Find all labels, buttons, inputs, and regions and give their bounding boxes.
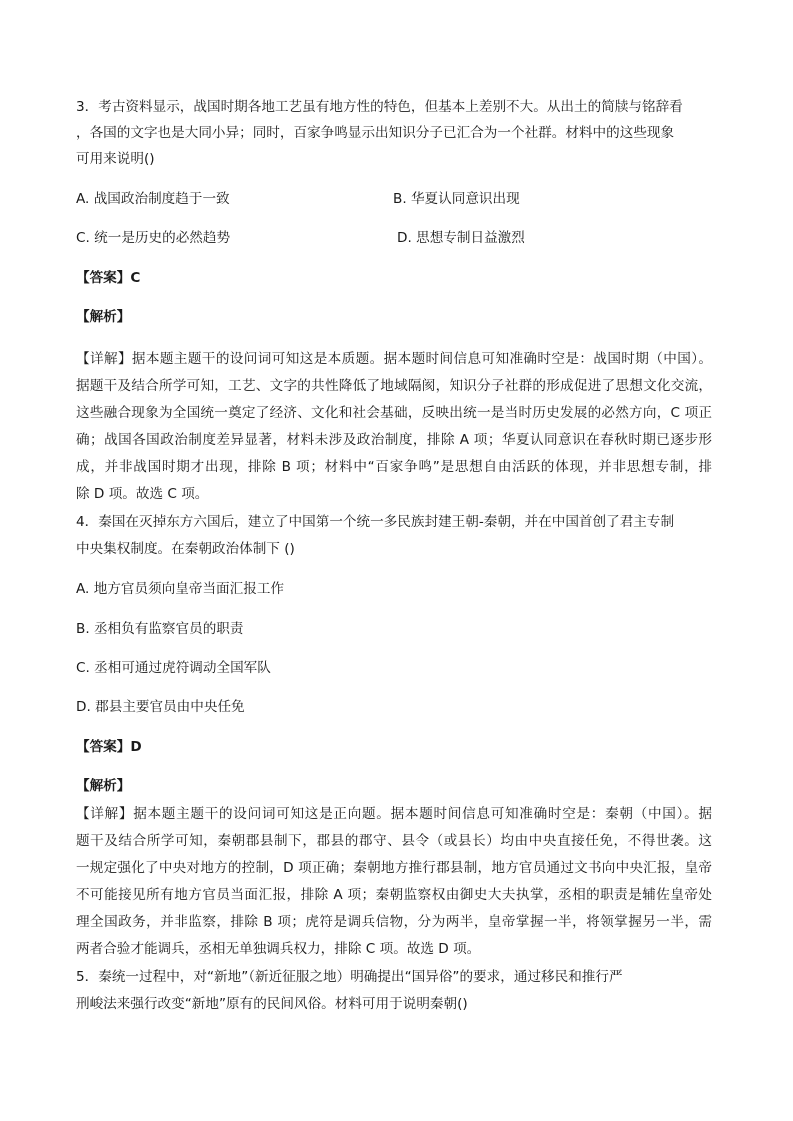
- q4-detail-line-4: 不可能接见所有地方官员当面汇报，排除 A 项；秦朝监察权由御史大夫执掌，丞相的职责是辅佐皇帝处: [76, 887, 712, 903]
- q4-detail-line-6: 两者合验才能调兵，丞相无单独调兵权力，排除 C 项。故选 D 项。: [76, 941, 481, 957]
- q5-stem-line-2: 刑峻法来强行改变“新地”原有的民间风俗。材料可用于说明秦朝(): [76, 996, 468, 1012]
- q3-stem-line-3: 可用来说明(): [76, 151, 155, 167]
- q3-detail-line-2: 据题干及结合所学可知，工艺、文字的共性降低了地域隔阂，知识分子社群的形成促进了思想文化交流，: [76, 378, 712, 394]
- q4-option-c: C. 丞相可通过虎符调动全国军队: [76, 660, 271, 676]
- q3-detail-line-4: 确；战国各国政治制度差异显著，材料未涉及政治制度，排除 A 项；华夏认同意识在春秋时期已逐步形: [76, 432, 712, 448]
- q5-stem-line-1: 5．秦统一过程中，对“新地”（新近征服之地）明确提出“国异俗”的要求，通过移民和推行严: [76, 969, 623, 985]
- q4-option-a: A. 地方官员须向皇帝当面汇报工作: [76, 581, 285, 597]
- q4-detail-line-2: 题干及结合所学可知，秦朝郡县制下，郡县的郡守、县令（或县长）均由中央直接任免，不得世袭。这: [76, 833, 712, 849]
- q4-analysis-heading: 【解析】: [76, 778, 131, 794]
- q4-answer: 【答案】D: [76, 739, 142, 755]
- q4-detail-line-3: 一规定强化了中央对地方的控制，D 项正确；秦朝地方推行郡县制，地方官员通过文书向中央汇报，皇帝: [76, 860, 712, 876]
- q4-detail-line-1: 【详解】据本题主题干的设问词可知这是正向题。据本题时间信息可知准确时空是：秦朝（中国）。据: [76, 806, 712, 822]
- q3-detail-line-6: 除 D 项。故选 C 项。: [76, 486, 209, 502]
- q3-stem-line-2: ，各国的文字也是大同小异；同时，百家争鸣显示出知识分子已汇合为一个社群。材料中的这些现象: [76, 125, 675, 141]
- q3-option-b: B. 华夏认同意识出现: [393, 191, 520, 207]
- q4-detail-line-5: 理全国政务，并非监察，排除 B 项；虎符是调兵信物，分为两半，皇帝掌握一半，将领掌握另一半，需: [76, 914, 712, 930]
- q3-option-d: D. 思想专制日益激烈: [397, 230, 525, 246]
- q3-detail-line-5: 成，并非战国时期才出现，排除 B 项；材料中“百家争鸣”是思想自由活跃的体现，并非思想专制，排: [76, 459, 712, 475]
- q4-stem-line-2: 中央集权制度。在秦朝政治体制下 (): [76, 541, 295, 557]
- q3-option-a: A. 战国政治制度趋于一致: [76, 191, 230, 207]
- q4-option-b: B. 丞相负有监察官员的职责: [76, 621, 244, 637]
- q3-option-c: C. 统一是历史的必然趋势: [76, 230, 231, 246]
- q3-analysis-heading: 【解析】: [76, 309, 131, 325]
- q3-answer: 【答案】C: [76, 270, 141, 286]
- q3-stem-line-1: 3．考古资料显示，战国时期各地工艺虽有地方性的特色，但基本上差别不大。从出土的简牍与铭辞看: [76, 99, 683, 115]
- q4-option-d: D. 郡县主要官员由中央任免: [76, 699, 245, 715]
- q4-stem-line-1: 4．秦国在灭掉东方六国后，建立了中国第一个统一多民族封建王朝-秦朝，并在中国首创了君主专制: [76, 514, 675, 530]
- q3-detail-line-1: 【详解】据本题主题干的设问词可知这是本质题。据本题时间信息可知准确时空是：战国时期（中国）。: [76, 351, 712, 367]
- q3-detail-line-3: 这些融合现象为全国统一奠定了经济、文化和社会基础，反映出统一是当时历史发展的必然方向，C 项正: [76, 405, 712, 421]
